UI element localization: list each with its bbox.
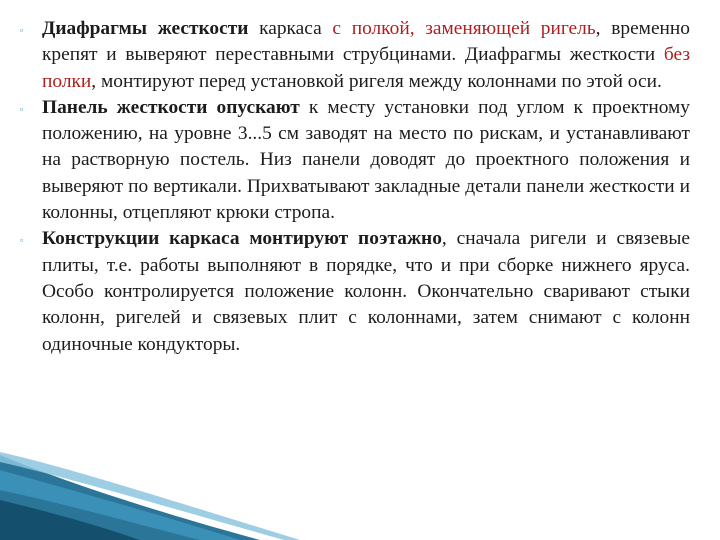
paragraph-2-term: Панель жесткости опускают [42, 96, 300, 118]
paragraph-1-highlight: с полкой, заменяющей ригель [332, 18, 596, 39]
text-body [14, 16, 690, 358]
paragraph-3-term: Конструкции каркаса монтируют поэтажно [42, 228, 442, 250]
paragraph-1-term: Диафрагмы жесткости [42, 18, 249, 39]
paragraph-1-text: , монтируют перед установкой ригеля между колоннами по этой оси. [91, 70, 662, 92]
paragraph-1-text: , временно крепят и выверяют переставными струбцинами. Диафрагмы жесткости [42, 18, 690, 66]
paragraph-1 [14, 16, 690, 95]
paragraph-2 [14, 95, 690, 226]
paragraph-2-text: к месту установки под углом к проектному положению, на уровне 3...5 см заводят на место по рискам, и устанавливают на растворную постель. Низ панели доводят до проектного положения и выверяют по вертикали. Прихватывают закладные детали панели жесткости и колонны, отцепляют крюки стропа. [42, 96, 690, 224]
square-bullet-icon: ▫ [20, 235, 24, 246]
paragraph-1-highlight: без полки [42, 44, 690, 92]
square-bullet-icon: ▫ [20, 103, 24, 114]
paragraph-3 [14, 226, 690, 357]
square-bullet-icon: ▫ [20, 25, 24, 35]
paragraph-3-text: , сначала ригели и связевые плиты, т.е. работы выполняют в порядке, что и при сборке нижнего яруса. Особо контролируется положение колонн. Окончательно сваривают стыки колонн, ригелей и связевых плит с колоннами, затем снимают с колонн одиночные кондукторы. [42, 228, 690, 355]
paragraph-1-text: каркаса [248, 18, 333, 39]
